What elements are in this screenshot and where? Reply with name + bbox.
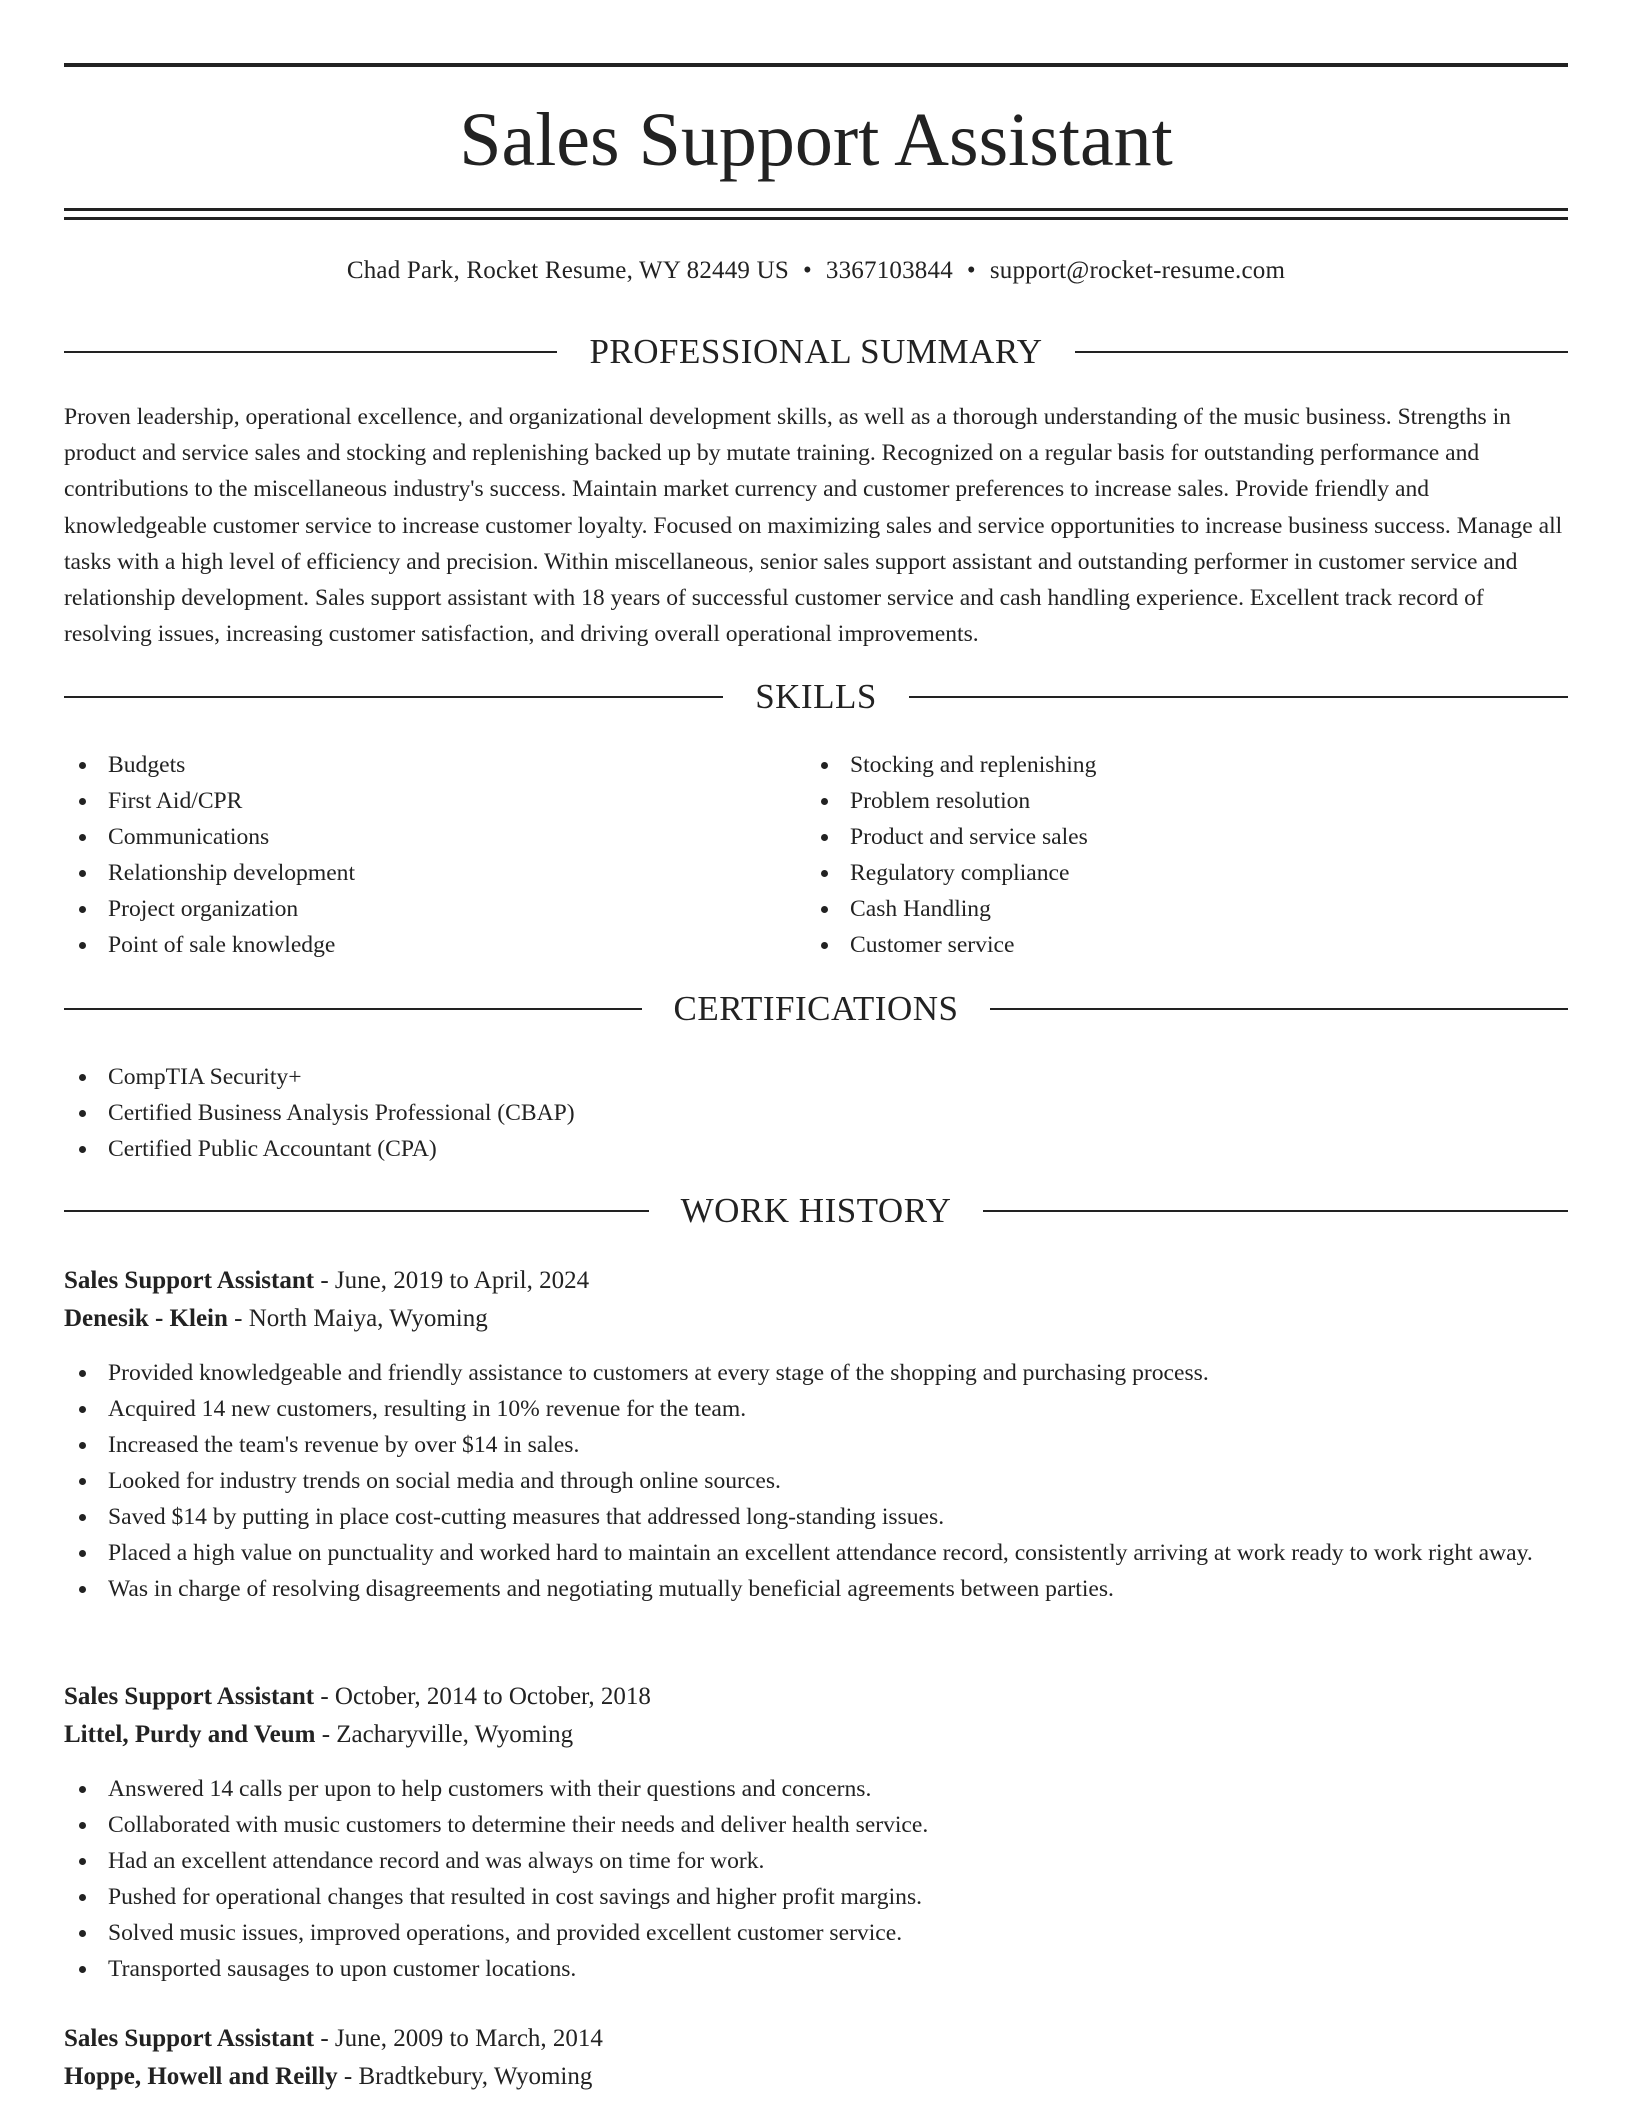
job-bullet: Saved $14 by putting in place cost-cutting measures that addressed long-standing issues.	[64, 1499, 1568, 1535]
job-title-line: Sales Support Assistant - June, 2009 to March, 2014	[64, 2025, 603, 2052]
heading-rule	[1075, 351, 1568, 353]
summary-heading-label: PROFESSIONAL SUMMARY	[589, 332, 1043, 371]
work-history-heading	[64, 1189, 1568, 1233]
contact-email: support@rocket-resume.com	[989, 257, 1286, 284]
skills-right-column	[806, 747, 1568, 963]
skill-item: Stocking and replenishing	[806, 747, 1568, 783]
job-bullet: Collaborated with music customers to determine their needs and deliver health service.	[64, 1807, 1568, 1843]
skill-item: Project organization	[64, 891, 804, 927]
skill-item: Customer service	[806, 927, 1568, 963]
job-location: Bradtkebury, Wyoming	[358, 2063, 593, 2090]
certifications-list	[64, 1059, 1568, 1167]
skill-item: Cash Handling	[806, 891, 1568, 927]
work-history-heading-label: WORK HISTORY	[680, 1191, 952, 1230]
job-bullet: Solved music issues, improved operations, and provided excellent customer service.	[64, 1915, 1568, 1951]
job-entry	[64, 1678, 1568, 1987]
job-company-line: Hoppe, Howell and Reilly - Bradtkebury, Wyoming	[64, 2063, 593, 2090]
job-bullets	[64, 1355, 1568, 1607]
job-title-line: Sales Support Assistant - June, 2019 to April, 2024	[64, 1267, 590, 1294]
certifications-heading	[64, 987, 1568, 1031]
job-company: Hoppe, Howell and Reilly	[64, 2063, 338, 2090]
resume-title: Sales Support Assistant	[459, 98, 1173, 182]
summary-text: Proven leadership, operational excellence, and organizational development skills, as well as a thorough understanding of the music business. Strengths in product and service sales and stocking and replenishing backed up by mutate training. Recognized on a regular basis for outstanding performance and contributions to the miscellaneous industry's success. Maintain market currency and customer preferences to increase sales. Provide friendly and knowledgeable customer service to increase customer loyalty. Focused on maximizing sales and service opportunities to increase business success. Manage all tasks with a high level of efficiency and precision. Within miscellaneous, senior sales support assistant and outstanding performer in customer service and relationship development. Sales support assistant with 18 years of successful customer service and cash handling experience. Excellent track record of resolving issues, increasing customer satisfaction, and driving overall operational improvements.	[64, 404, 1563, 648]
job-company-line: Littel, Purdy and Veum - Zacharyville, Wyoming	[64, 1721, 574, 1748]
heading-rule	[909, 696, 1568, 698]
job-bullet: Placed a high value on punctuality and worked hard to maintain an excellent attendance record, consistently arriving at work ready to work right away.	[64, 1535, 1568, 1571]
skills-left-list	[64, 747, 804, 963]
contact-line	[64, 254, 1568, 288]
job-title-line: Sales Support Assistant - October, 2014 to October, 2018	[64, 1683, 651, 1710]
job-company: Denesik - Klein	[64, 1305, 228, 1332]
job-bullet: Transported sausages to upon customer locations.	[64, 1951, 1568, 1987]
certification-item: Certified Public Accountant (CPA)	[64, 1131, 1568, 1167]
job-title: Sales Support Assistant	[64, 1267, 315, 1294]
contact-address: Chad Park, Rocket Resume, WY 82449 US	[346, 257, 789, 284]
job-dates: June, 2019 to April, 2024	[334, 1267, 590, 1294]
job-location: Zacharyville, Wyoming	[336, 1721, 574, 1748]
certifications-heading-label: CERTIFICATIONS	[673, 989, 959, 1028]
heading-rule	[64, 351, 557, 353]
header-top-rule	[64, 63, 1568, 67]
job-company-line: Denesik - Klein - North Maiya, Wyoming	[64, 1305, 488, 1332]
job-dates: October, 2014 to October, 2018	[334, 1683, 651, 1710]
job-bullet: Acquired 14 new customers, resulting in 10% revenue for the team.	[64, 1391, 1568, 1427]
skill-item: Relationship development	[64, 855, 804, 891]
skills-left-column	[64, 747, 804, 963]
skill-item: Problem resolution	[806, 783, 1568, 819]
certifications-block	[64, 1059, 1568, 1167]
job-bullet: Had an excellent attendance record and was always on time for work.	[64, 1843, 1568, 1879]
heading-rule	[983, 1210, 1568, 1212]
certification-item: CompTIA Security+	[64, 1059, 1568, 1095]
job-bullets	[64, 1771, 1568, 1987]
skills-heading-label: SKILLS	[755, 677, 877, 716]
heading-rule	[990, 1008, 1568, 1010]
skill-item: Regulatory compliance	[806, 855, 1568, 891]
job-bullet: Increased the team's revenue by over $14 in sales.	[64, 1427, 1568, 1463]
job-company: Littel, Purdy and Veum	[64, 1721, 316, 1748]
contact-separator: •	[802, 257, 812, 284]
contact-separator: •	[966, 257, 976, 284]
skill-item: Communications	[64, 819, 804, 855]
contact-phone: 3367103844	[825, 257, 953, 284]
job-title: Sales Support Assistant	[64, 1683, 315, 1710]
job-entry	[64, 1262, 1568, 1607]
job-bullet: Answered 14 calls per upon to help customers with their questions and concerns.	[64, 1771, 1568, 1807]
job-bullet: Looked for industry trends on social media and through online sources.	[64, 1463, 1568, 1499]
heading-rule	[64, 696, 723, 698]
job-bullet: Provided knowledgeable and friendly assistance to customers at every stage of the shopping and purchasing process.	[64, 1355, 1568, 1391]
heading-rule	[64, 1210, 649, 1212]
header-double-rule	[64, 208, 1568, 220]
skill-item: Product and service sales	[806, 819, 1568, 855]
skill-item: First Aid/CPR	[64, 783, 804, 819]
certification-item: Certified Business Analysis Professional (CBAP)	[64, 1095, 1568, 1131]
job-bullet: Was in charge of resolving disagreements and negotiating mutually beneficial agreements between parties.	[64, 1571, 1568, 1607]
skill-item: Point of sale knowledge	[64, 927, 804, 963]
job-bullet: Pushed for operational changes that resulted in cost savings and higher profit margins.	[64, 1879, 1568, 1915]
job-entry	[64, 2020, 1568, 2096]
heading-rule	[64, 1008, 642, 1010]
job-location: North Maiya, Wyoming	[248, 1305, 488, 1332]
skills-heading	[64, 675, 1568, 719]
job-dates: June, 2009 to March, 2014	[334, 2025, 603, 2052]
skill-item: Budgets	[64, 747, 804, 783]
summary-heading	[64, 330, 1568, 374]
skills-right-list	[806, 747, 1568, 963]
job-title: Sales Support Assistant	[64, 2025, 315, 2052]
